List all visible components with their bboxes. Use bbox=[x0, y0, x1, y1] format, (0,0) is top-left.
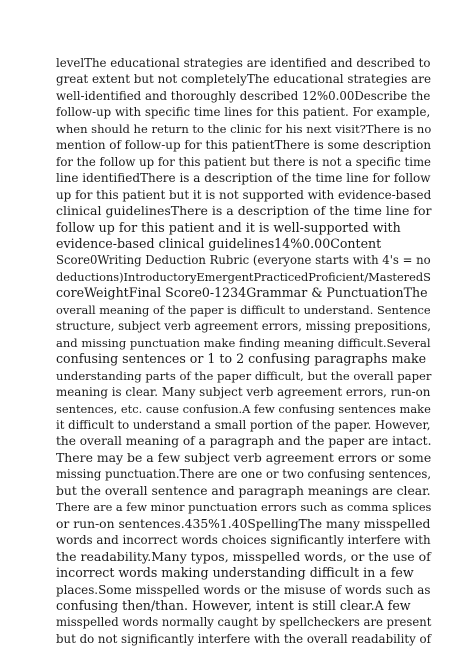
text-line: mention of follow-up for this patientThere is some description bbox=[56, 138, 432, 153]
text-line: words and incorrect words choices significantly interfere with bbox=[56, 533, 431, 548]
text-line: and missing punctuation make finding meaning difficult.Several bbox=[56, 335, 431, 350]
body-text bbox=[56, 55, 431, 647]
text-line: line identifiedThere is a description of the time line for follow bbox=[56, 171, 431, 186]
text-line: places.Some misspelled words or the misuse of words such as bbox=[56, 582, 431, 597]
text-line: for the follow up for this patient but there is not a specific time bbox=[56, 154, 431, 169]
text-line: confusing sentences or 1 to 2 confusing paragraphs make bbox=[56, 351, 427, 367]
text-line: sentences, etc. cause confusion.A few confusing sentences make bbox=[56, 401, 431, 416]
text-line: confusing then/than. However, intent is still clear.A few bbox=[56, 597, 411, 613]
text-line: but the overall sentence and paragraph meanings are clear. bbox=[56, 483, 431, 498]
text-line: incorrect words making understanding difficult in a few bbox=[56, 565, 414, 581]
text-line: well-identified and thoroughly described 12%0.00Describe the bbox=[56, 88, 431, 103]
text-line: structure, subject verb agreement errors, missing prepositions, bbox=[56, 319, 431, 334]
text-line: overall meaning of the paper is difficult to understand. Sentence bbox=[56, 302, 431, 317]
text-line: follow-up with specific time lines for this patient. For example, bbox=[56, 105, 431, 120]
text-line: when should he return to the clinic for his next visit?There is no bbox=[56, 121, 432, 136]
text-line: levelThe educational strategies are identified and described to bbox=[56, 56, 431, 70]
text-line: There may be a few subject verb agreement errors or some bbox=[56, 449, 432, 465]
text-line: great extent but not completelyThe educational strategies are bbox=[56, 72, 431, 87]
text-line: the overall meaning of a paragraph and the paper are intact. bbox=[56, 434, 432, 449]
text-line: up for this patient but it is not supported with evidence-based bbox=[56, 187, 432, 202]
text-line: understanding parts of the paper difficult, but the overall paper bbox=[56, 368, 432, 383]
text-line: misspelled words normally caught by spellcheckers are present bbox=[56, 615, 432, 630]
text-line: clinical guidelinesThere is a description of the time line for bbox=[56, 203, 432, 219]
text-line: follow up for this patient and it is well-supported with bbox=[56, 219, 401, 235]
text-line: but do not significantly interfere with the overall readability of bbox=[56, 631, 431, 646]
text-line: meaning is clear. Many subject verb agreement errors, run-on bbox=[56, 385, 431, 400]
text-line: coreWeightFinal Score0-1234Grammar & PunctuationThe bbox=[56, 285, 428, 301]
text-line: There are a few minor punctuation errors such as comma splices bbox=[56, 500, 432, 515]
text-line: it difficult to understand a small portion of the paper. However, bbox=[56, 417, 431, 432]
text-line: or run-on sentences.435%1.40SpellingThe many misspelled bbox=[56, 516, 431, 531]
text-line: Score0Writing Deduction Rubric (everyone starts with 4's = no bbox=[56, 253, 431, 268]
text-line: missing punctuation.There are one or two confusing sentences, bbox=[56, 467, 432, 482]
text-line: evidence-based clinical guidelines14%0.00Content bbox=[56, 235, 382, 251]
text-line: the readability.Many typos, misspelled words, or the use of bbox=[56, 548, 431, 564]
text-line: deductions)IntroductoryEmergentPracticedProficient/MasteredS bbox=[56, 269, 431, 284]
